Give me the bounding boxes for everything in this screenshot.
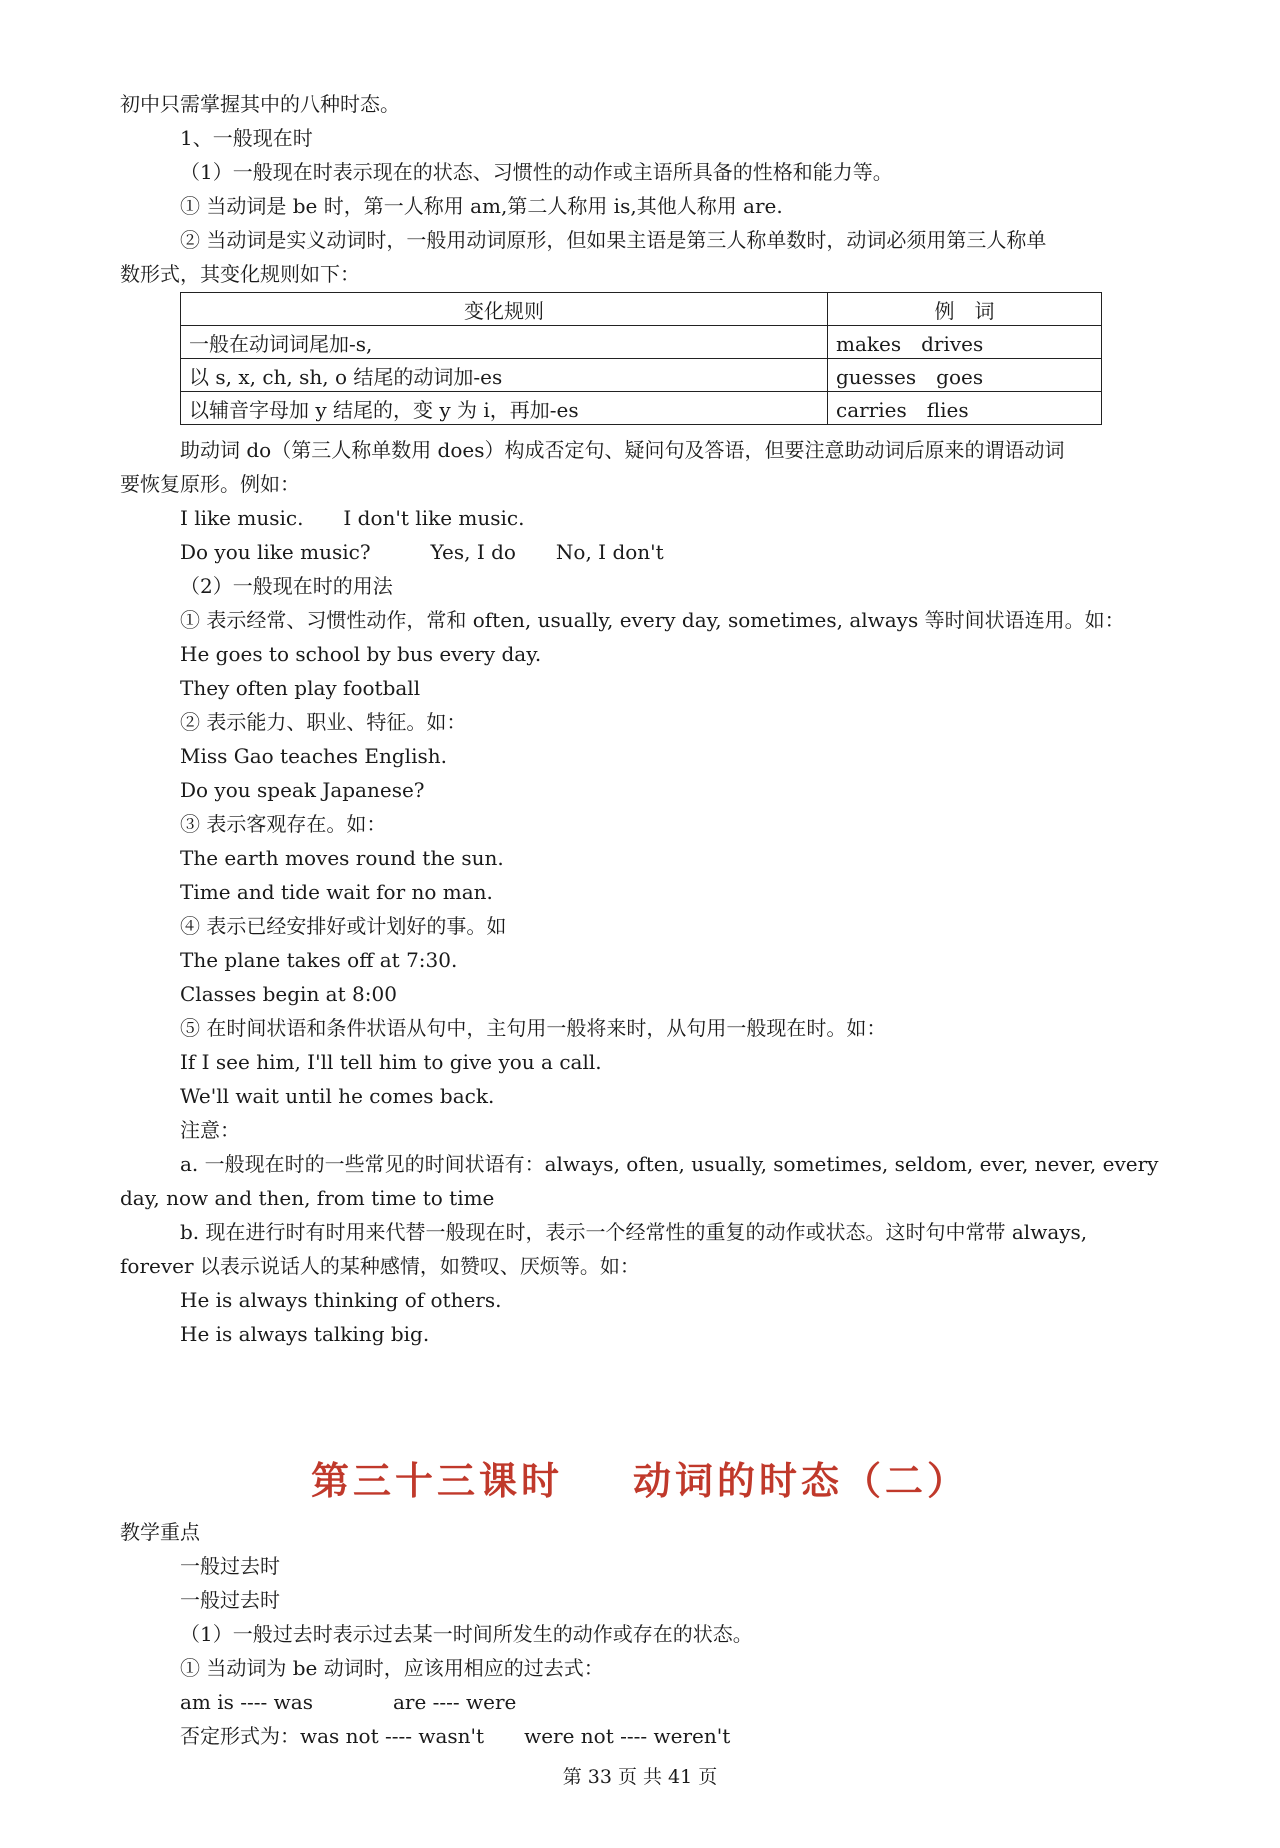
text-line: The earth moves round the sun. (180, 846, 504, 870)
text-line: Classes begin at 8:00 (180, 982, 397, 1006)
section-title (0, 1450, 1280, 1505)
table-row (181, 326, 1102, 359)
text-line: （2）一般现在时的用法 (180, 574, 393, 598)
section-title-topic: 动词的时态（二） (633, 1458, 970, 1503)
text-line: Do you like music? Yes, I do No, I don't (180, 540, 664, 564)
text-line: ④ 表示已经安排好或计划好的事。如 (180, 914, 507, 938)
section-title-lesson: 第三十三课时 (310, 1458, 563, 1503)
text-line: He goes to school by bus every day. (180, 642, 542, 666)
table-header: 例 词 (828, 293, 1102, 326)
text-line: am is ---- was are ---- were (180, 1690, 517, 1714)
text-line: 注意： (180, 1118, 240, 1142)
text-line: ② 表示能力、职业、特征。如： (180, 710, 467, 734)
text-line: 1、一般现在时 (180, 126, 313, 150)
table-cell: 一般在动词词尾加-s, (181, 326, 828, 359)
text-line: ① 当动词是 be 时，第一人称用 am,第二人称用 is,其他人称用 are. (180, 194, 783, 218)
text-line: Do you speak Japanese? (180, 778, 425, 802)
text-line: 要恢复原形。例如： (120, 472, 300, 496)
text-line: ① 当动词为 be 动词时，应该用相应的过去式： (180, 1656, 604, 1680)
text-line: They often play football (180, 676, 421, 700)
text-line: ⑤ 在时间状语和条件状语从句中，主句用一般将来时，从句用一般现在时。如： (180, 1016, 887, 1040)
text-line: ② 当动词是实义动词时，一般用动词原形，但如果主语是第三人称单数时，动词必须用第三人称单 (180, 228, 1047, 252)
text-line: The plane takes off at 7:30. (180, 948, 458, 972)
text-line: 初中只需掌握其中的八种时态。 (120, 92, 400, 116)
text-line: He is always thinking of others. (180, 1288, 502, 1312)
table-cell: carries flies (828, 392, 1102, 425)
table-cell: 以 s, x, ch, sh, o 结尾的动词加-es (181, 359, 828, 392)
text-line: Time and tide wait for no man. (180, 880, 493, 904)
text-line: 否定形式为：was not ---- wasn't were not ---- weren't (180, 1724, 731, 1748)
text-line: forever 以表示说话人的某种感情，如赞叹、厌烦等。如： (120, 1254, 640, 1278)
text-line: a. 一般现在时的一些常见的时间状语有：always, often, usually, sometimes, seldom, ever, never, every (180, 1152, 1159, 1176)
verb-rules-table (180, 292, 1102, 425)
table-row (181, 392, 1102, 425)
text-line: He is always talking big. (180, 1322, 430, 1346)
text-line: If I see him, I'll tell him to give you a call. (180, 1050, 602, 1074)
text-line: 助动词 do（第三人称单数用 does）构成否定句、疑问句及答语，但要注意助动词后原来的谓语动词 (180, 438, 1065, 462)
table-cell: makes drives (828, 326, 1102, 359)
table-row (181, 359, 1102, 392)
text-line: （1）一般现在时表示现在的状态、习惯性的动作或主语所具备的性格和能力等。 (180, 160, 893, 184)
table-cell: guesses goes (828, 359, 1102, 392)
text-line: 一般过去时 (180, 1554, 280, 1578)
table-cell: 以辅音字母加 y 结尾的，变 y 为 i，再加-es (181, 392, 828, 425)
text-line: Miss Gao teaches English. (180, 744, 447, 768)
text-line: 一般过去时 (180, 1588, 280, 1612)
text-line: b. 现在进行时有时用来代替一般现在时，表示一个经常性的重复的动作或状态。这时句中常带 always, (180, 1220, 1088, 1244)
text-line: 数形式，其变化规则如下： (120, 262, 360, 286)
table-header-row (181, 293, 1102, 326)
text-line: We'll wait until he comes back. (180, 1084, 495, 1108)
page-footer: 第 33 页 共 41 页 (562, 1766, 718, 1788)
text-line: I like music. I don't like music. (180, 506, 525, 530)
text-line: （1）一般过去时表示过去某一时间所发生的动作或存在的状态。 (180, 1622, 753, 1646)
text-line: ① 表示经常、习惯性动作，常和 often, usually, every day, sometimes, always 等时间状语连用。如： (180, 608, 1125, 632)
text-line: 教学重点 (120, 1520, 200, 1544)
table-header: 变化规则 (181, 293, 828, 326)
text-line: day, now and then, from time to time (120, 1186, 495, 1210)
text-line: ③ 表示客观存在。如： (180, 812, 387, 836)
